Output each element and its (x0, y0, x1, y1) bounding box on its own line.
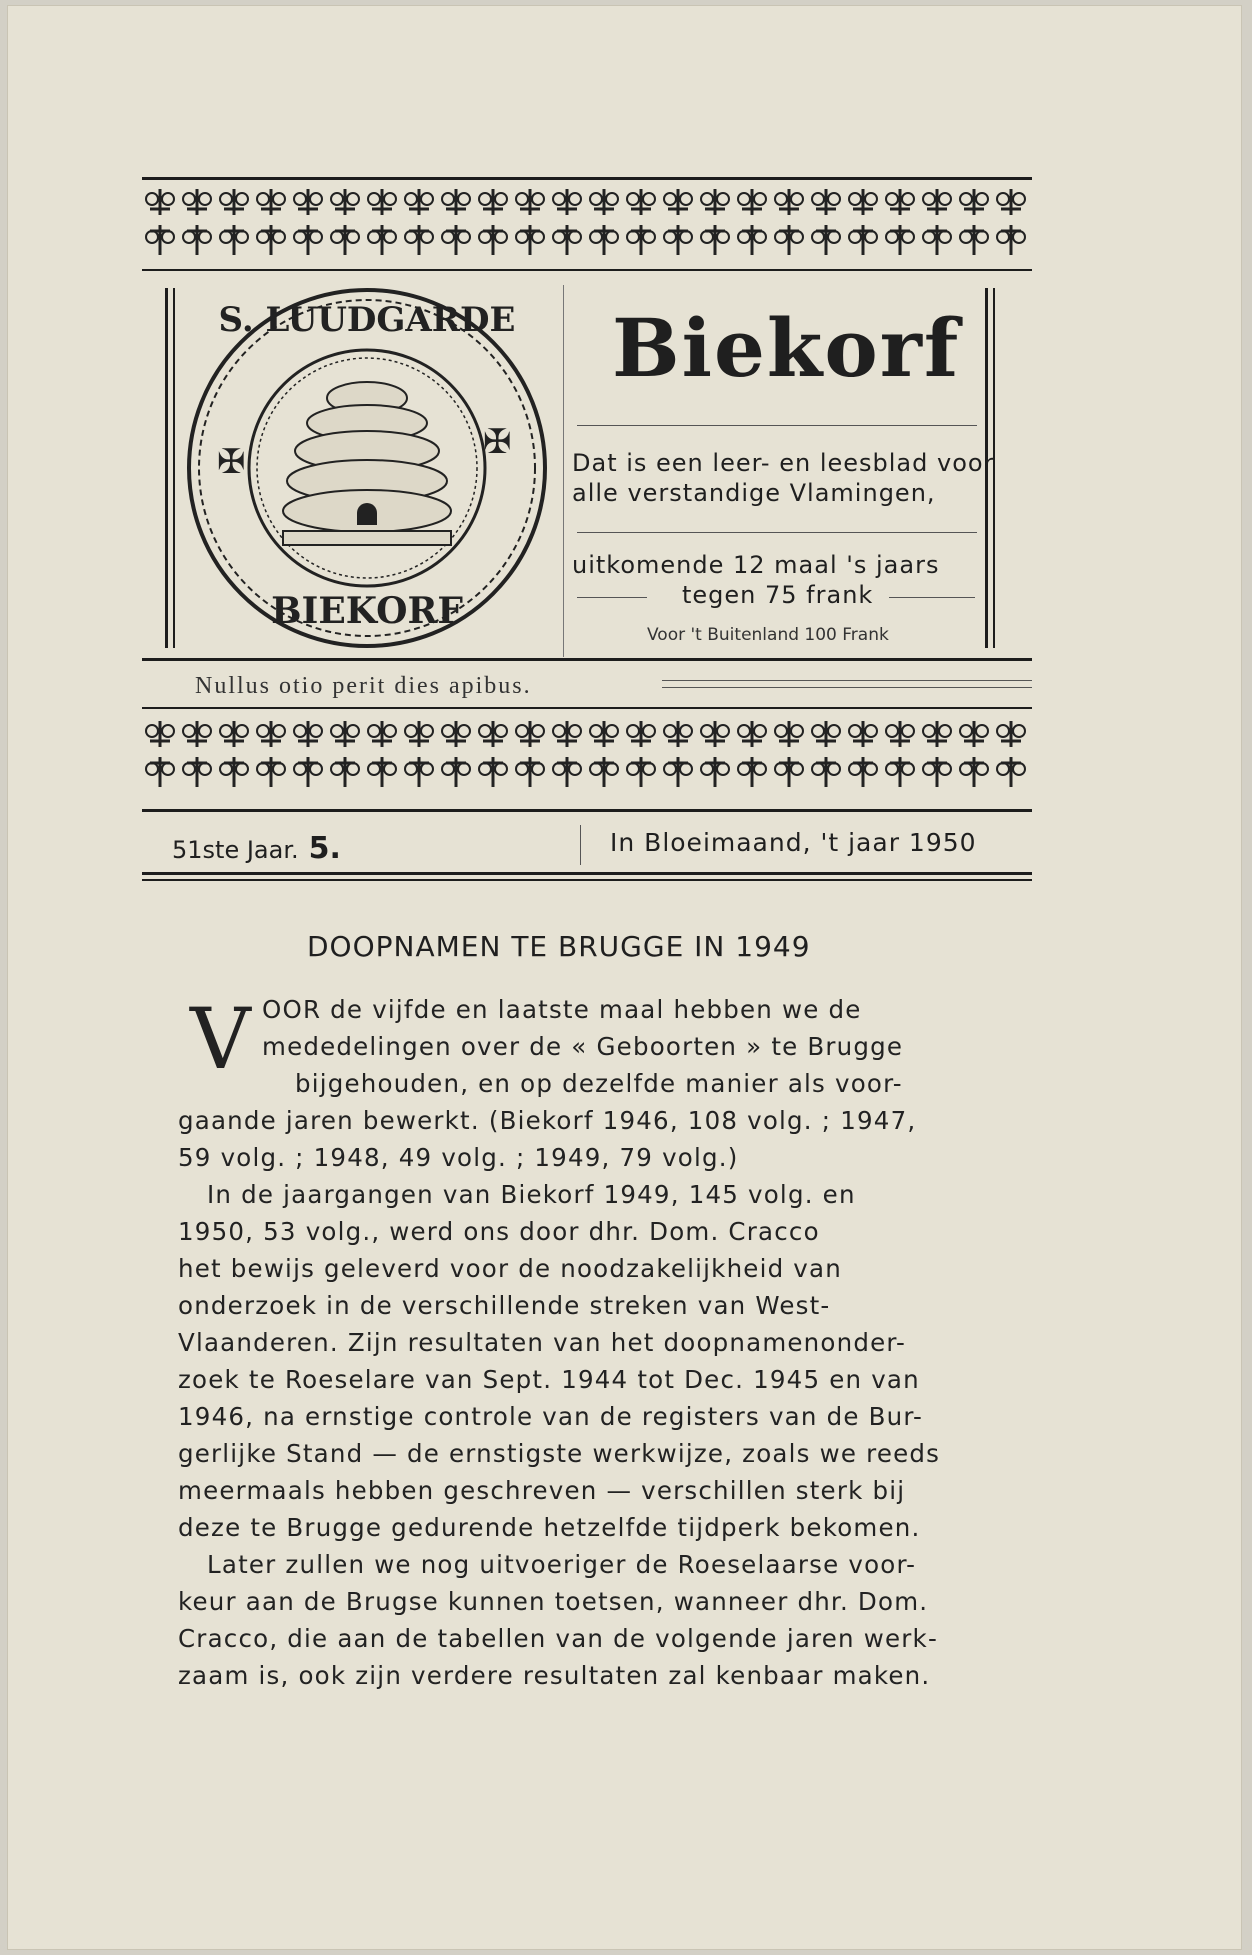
frame-left-2 (173, 288, 175, 648)
article-line-10: Vlaanderen. Zijn resultaten van het doopnamenonder- (178, 1328, 907, 1357)
page (7, 5, 1242, 1950)
article-line-12: 1946, na ernstige controle van de registers van de Bur- (178, 1402, 924, 1431)
issue-number: 5. (308, 831, 341, 866)
motto-rule-2 (662, 687, 1032, 688)
issue-rule-2 (142, 879, 1032, 881)
article-line-15: deze te Brugge gedurende hetzelfde tijdperk bekomen. (178, 1513, 921, 1542)
ornament-band-bottom (142, 717, 1032, 797)
motto: Nullus otio perit dies apibus. (195, 673, 532, 699)
drop-cap: V (190, 990, 251, 1088)
article-heading: DOOPNAMEN TE BRUGGE IN 1949 (307, 930, 811, 963)
masthead-bottom-rule (142, 658, 1032, 661)
subscription-line-2: tegen 75 frank (682, 581, 874, 609)
article-line-6: In de jaargangen van Biekorf 1949, 145 volg. en (207, 1180, 856, 1209)
ornament-band-top (142, 185, 1032, 265)
article-line-3: bijgehouden, en op dezelfde manier als voor- (295, 1069, 903, 1098)
svg-text:✠: ✠ (483, 422, 512, 462)
article-line-16: Later zullen we nog uitvoeriger de Roeselaarse voor- (207, 1550, 917, 1579)
issue-date: In Bloeimaand, 't jaar 1950 (610, 828, 977, 857)
subscription-line-1: uitkomende 12 maal 's jaars (572, 551, 940, 579)
title-underline (577, 425, 977, 426)
article-line-2: mededelingen over de « Geboorten » te Brugge (262, 1032, 904, 1061)
band-rule-top (142, 707, 1032, 709)
publication-title: Biekorf (612, 301, 961, 395)
article-line-17: keur aan de Brugse kunnen toetsen, wanneer dhr. Dom. (178, 1587, 929, 1616)
issue-year: 51ste Jaar. (172, 836, 299, 864)
article-line-13: gerlijke Stand — de ernstigste werkwijze, zoals we reeds (178, 1439, 941, 1468)
article-line-7: 1950, 53 volg., werd ons door dhr. Dom. Cracco (178, 1217, 820, 1246)
article-line-19: zaam is, ook zijn verdere resultaten zal kenbaar maken. (178, 1661, 931, 1690)
article-line-4: gaande jaren bewerkt. (Biekorf 1946, 108 volg. ; 1947, (178, 1106, 917, 1135)
beehive-seal (177, 283, 557, 653)
issue-info (172, 831, 341, 866)
date-divider (580, 825, 581, 865)
article-line-5: 59 volg. ; 1948, 49 volg. ; 1949, 79 volg.) (178, 1143, 739, 1172)
seal-text-bottom: BIEKORF (271, 590, 463, 632)
article-line-14: meermaals hebben geschreven — verschillen sterk bij (178, 1476, 906, 1505)
article-line-1: OOR de vijfde en laatste maal hebben we de (262, 995, 862, 1024)
abroad-price: Voor 't Buitenland 100 Frank (647, 625, 889, 645)
article-line-8: het bewijs geleverd voor de noodzakelijkheid van (178, 1254, 842, 1283)
seal-text-top: S. LUUDGARDE (218, 300, 516, 340)
frame-left (165, 288, 168, 648)
article-line-11: zoek te Roeselare van Sept. 1944 tot Dec. 1945 en van (178, 1365, 920, 1394)
top-rule (142, 177, 1032, 180)
dash-left (577, 597, 647, 598)
band-rule-bottom (142, 809, 1032, 812)
issue-rule-1 (142, 872, 1032, 875)
article-line-9: onderzoek in de verschillende streken van West- (178, 1291, 831, 1320)
description-line-2: alle verstandige Vlamingen, (572, 479, 936, 507)
article-line-18: Cracco, die aan de tabellen van de volgende jaren werk- (178, 1624, 938, 1653)
dash-right (889, 597, 975, 598)
description-line-1: Dat is een leer- en leesblad voor (572, 449, 995, 477)
top-rule-2 (142, 269, 1032, 271)
frame-mid (563, 285, 564, 657)
motto-rule-1 (662, 680, 1032, 681)
svg-text:✠: ✠ (217, 442, 246, 482)
divider-1 (577, 532, 977, 533)
